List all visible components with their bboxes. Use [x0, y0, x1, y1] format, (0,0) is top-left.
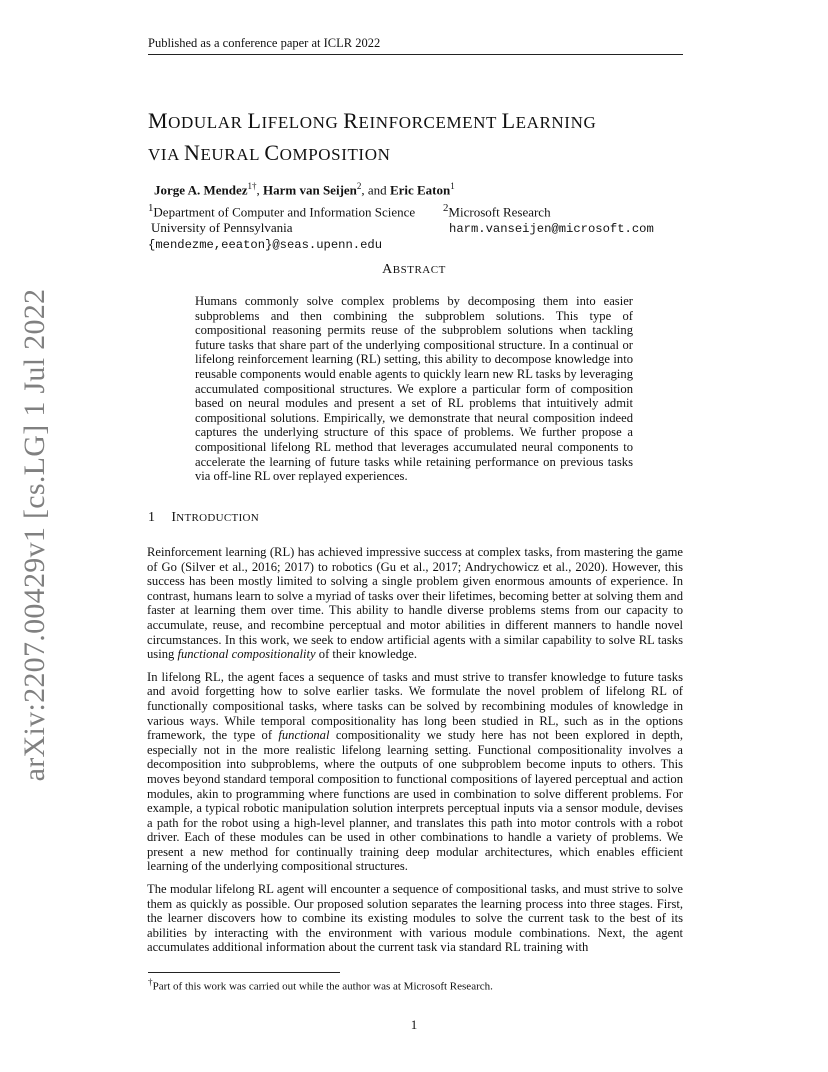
paragraph: The modular lifelong RL agent will encounter a sequence of compositional tasks, and must strive to solve them as quickly as possible. Our proposed solution separates the learning process into three stages. First, the learner discovers how to combine its existing modules to solve the current task to the best of its abilities by interacting with the environment with various module combinations. Next, the agent accumulates additional information about the current task via standard RL training with	[147, 882, 683, 955]
paragraph: Reinforcement learning (RL) has achieved impressive success at complex tasks, from mastering the game of Go (Silver et al., 2016; 2017) to robotics (Gu et al., 2017; Andrychowicz et al., 2020). However, this success has been mostly limited to solving a single problem given enormous amounts of experience. In contrast, humans learn to solve a myriad of tasks over their lifetimes, becoming better at solving them and faster at learning them over time. This ability to handle diverse problems stems from our capacity to accumulate, reuse, and recombine perceptual and motor abilities in different manners to handle novel circumstances. In this work, we seek to endow artificial agents with a similar capability to solve RL tasks using functional compositionality of their knowledge.	[147, 545, 683, 662]
author-1: Jorge A. Mendez	[154, 182, 248, 198]
header-text: Published as a conference paper at ICLR 2022	[148, 36, 381, 50]
running-header	[148, 36, 683, 55]
author-list: Jorge A. Mendez$^{1\dagger}$, Harm van Seijen$^2$, and Eric Eaton$^1$	[154, 181, 455, 198]
affiliation-microsoft: $^2$Microsoft Research harm.vanseijen@microsoft.com	[443, 202, 654, 237]
abstract-text: Humans commonly solve complex problems by decomposing them into easier subproblems and then combining the subproblem solutions. This type of compositional reasoning permits reuse of the subproblem solutions when tackling future tasks that share part of the underlying compositional structure. In a continual or lifelong reinforcement learning (RL) setting, this ability to decompose knowledge into reusable components would enable agents to quickly learn new RL tasks by leveraging accumulated compositional structures. We explore a particular form of composition based on neural modules and present a set of RL problems that intuitively admit compositional solutions. Empirically, we demonstrate that neural composition indeed captures the underlying structure of this space of problems. We further propose a compositional lifelong RL method that leverages accumulated neural components to accelerate the learning of future tasks while retaining performance on previous tasks via off-line RL over replayed experiences.	[195, 294, 633, 484]
affiliation-penn: $^1$Department of Computer and Information Science University of Pennsylvania {mendezme,eeaton}@seas.upenn.edu	[148, 202, 416, 253]
section-heading-introduction: 1 INTRODUCTION	[148, 510, 260, 525]
paper-title	[148, 106, 708, 170]
paragraph: In lifelong RL, the agent faces a sequence of tasks and must strive to transfer knowledge to future tasks and avoid forgetting how to solve earlier tasks. We formulate the novel problem of lifelong RL of functionally compositional tasks, where tasks can be solved by recombining modules of knowledge in various ways. While temporal compositionality has long been studied in RL, such as in the options framework, the type of functional compositionality we study here has not been explored in depth, especially not in the more realistic lifelong learning setting. Functional compositionality involves a decomposition into subproblems, where the outputs of one subproblem become inputs to others. This moves beyond standard temporal composition to functional compositions of layered perceptual and action modules, akin to programming where functions are used in combination to solve different problems. For example, a typical robotic manipulation solution interprets perceptual inputs via a sensor module, devises a path for the robot using a high-level planner, and translates this path into motor controls with a robot driver. Each of these modules can be used in other combinations to handle a variety of problems. We present a new method for continually training deep modular architectures, which enables efficient learning of the underlying compositional structures.	[147, 669, 683, 874]
abstract-heading: ABSTRACT	[382, 262, 446, 277]
footnote: †Part of this work was carried out while the author was at Microsoft Research.	[148, 977, 493, 993]
arxiv-sidebar	[10, 288, 60, 782]
author-3: Eric Eaton	[389, 182, 451, 198]
page-number: 1	[410, 1017, 418, 1032]
introduction-body	[147, 545, 683, 963]
author-2: Harm van Seijen	[263, 182, 357, 198]
author-email: harm.vanseijen@microsoft.com	[449, 222, 654, 237]
arxiv-id-stamp: arXiv:2207.00429v1 [cs.LG] 1 Jul 2022	[18, 288, 51, 782]
author-emails: {mendezme,eeaton}@seas.upenn.edu	[148, 238, 383, 253]
footnote-divider	[148, 972, 340, 973]
title-line-2: VIA NEURAL COMPOSITION	[148, 140, 391, 165]
title-line-1: MODULAR LIFELONG REINFORCEMENT LEARNING	[148, 108, 597, 133]
